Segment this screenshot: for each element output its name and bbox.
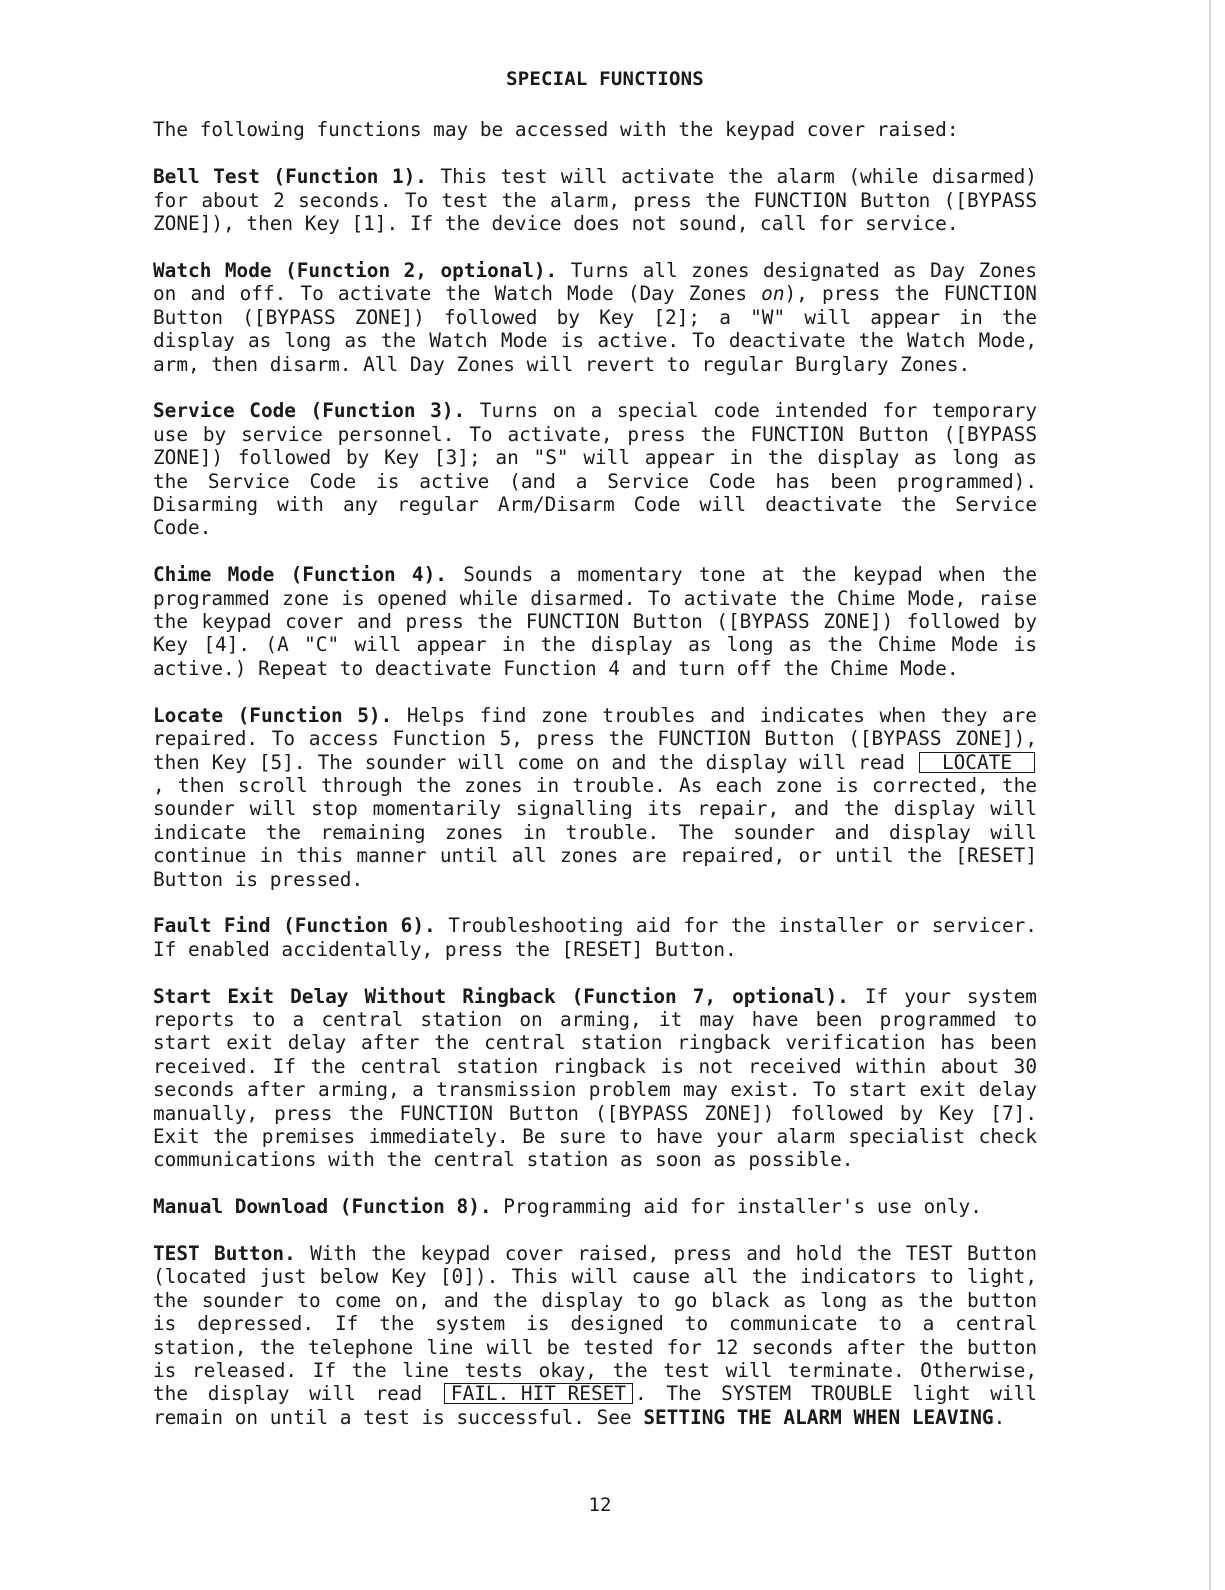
- emphasis-text: on: [761, 282, 785, 306]
- section-body: Turns all zones designated as Day Zones on and off. To activate the Watch Mode (Day Zones: [153, 259, 1038, 306]
- scan-edge-line: [1209, 0, 1211, 1590]
- section-heading: Locate (Function 5).: [153, 703, 393, 727]
- section-body: Programming aid for installer's use only.: [503, 1195, 982, 1219]
- page-title: SPECIAL FUNCTIONS: [506, 68, 704, 90]
- section-chime-mode: [153, 563, 1037, 680]
- section-heading: Fault Find (Function 6).: [153, 914, 436, 938]
- section-body: This test will activate the alarm (while disarmed) for about 2 seconds. To test the alarm, press the FUNCTION Button ([BYPASS ZONE]), then Key [1]. If the device does not sound, call for service.: [153, 165, 1037, 236]
- section-bell-test: [153, 165, 1037, 235]
- section-heading: Bell Test (Function 1).: [153, 165, 427, 189]
- section-manual-download: [153, 1195, 1037, 1218]
- section-locate: [153, 704, 1037, 891]
- section-body: Turns on a special code intended for temporary use by service personnel. To activate, press the FUNCTION Button ([BYPASS ZONE]) followed by Key [3]; an "S" will appear in the display as long as the Service Code is active (and a Service Code has been programmed). Disarming with any regular Arm/Disarm Code will deactivate the Service Code.: [153, 399, 1037, 540]
- intro-paragraph: The following functions may be accessed with the keypad cover raised:: [153, 118, 959, 141]
- section-heading: Chime Mode (Function 4).: [153, 563, 447, 587]
- section-body: With the keypad cover raised, press and hold the TEST Button (located just below Key [0]). This will cause all the indicators to light, the sounder to come on, and the display to go black as long as the button is depressed. If the system is designed to communicate to a central station, the telephone line will be tested for 12 seconds after the button is released. If the line tests okay, the test will terminate. Otherwise, the display will read: [153, 1241, 1037, 1406]
- section-heading: Manual Download (Function 8).: [153, 1195, 492, 1219]
- section-service-code: [153, 399, 1037, 539]
- section-body: If your system reports to a central station on arming, it may have been programmed to start exit delay after the central station ringback verification has been received. If the central station ringback is not received within about 30 seconds after arming, a transmission problem may exist. To start exit delay manually, press the FUNCTION Button ([BYPASS ZONE]) followed by Key [7]. Exit the premises immediately. Be sure to have your alarm specialist check communications with the central station as soon as possible.: [153, 984, 1037, 1172]
- section-body: Troubleshooting aid for the installer or servicer. If enabled accidentally, press the [RESET] Button.: [153, 914, 1037, 961]
- page-number: 12: [588, 1494, 612, 1516]
- cross-reference: SETTING THE ALARM WHEN LEAVING: [643, 1405, 994, 1429]
- display-readout-fail: FAIL. HIT RESET: [444, 1383, 633, 1404]
- section-body-continued: , then scroll through the zones in trouble. As each zone is corrected, the sounder will stop momentarily signalling its repair, and the display will indicate the remaining zones in trouble. The sounder and display will continue in this manner until all zones are repaired, or until the [RESET] Button is pressed.: [153, 773, 1037, 891]
- page-content: [153, 118, 1037, 1453]
- section-heading: Watch Mode (Function 2, optional).: [153, 259, 558, 283]
- section-body-continued: ), press the FUNCTION Button ([BYPASS ZONE]) followed by Key [2]; a "W" will appear in the display as long as the Watch Mode is active. To deactivate the Watch Mode, arm, then disarm. All Day Zones will revert to regular Burglary Zones.: [153, 282, 1037, 376]
- section-start-exit-delay: [153, 985, 1037, 1172]
- section-watch-mode: [153, 259, 1037, 376]
- section-heading: TEST Button.: [153, 1241, 296, 1265]
- section-test-button: [153, 1242, 1037, 1429]
- section-body-continued: . The SYSTEM TROUBLE light will remain on until a test is successful. See: [153, 1382, 1037, 1429]
- section-body-end: .: [993, 1405, 1006, 1429]
- section-heading: Service Code (Function 3).: [153, 399, 466, 423]
- section-fault-find: [153, 914, 1037, 961]
- section-body: Sounds a momentary tone at the keypad when the programmed zone is opened while disarmed. To activate the Chime Mode, raise the keypad cover and press the FUNCTION Button ([BYPASS ZONE]) followed by Key [4]. (A "C" will appear in the display as long as the Chime Mode is active.) Repeat to deactivate Function 4 and turn off the Chime Mode.: [153, 563, 1038, 680]
- display-readout-locate: LOCATE: [919, 752, 1035, 773]
- section-body: Helps find zone troubles and indicates when they are repaired. To access Function 5, press the FUNCTION Button ([BYPASS ZONE]), then Key [5]. The sounder will come on and the display will read: [153, 703, 1037, 774]
- section-heading: Start Exit Delay Without Ringback (Function 7, optional).: [153, 984, 849, 1008]
